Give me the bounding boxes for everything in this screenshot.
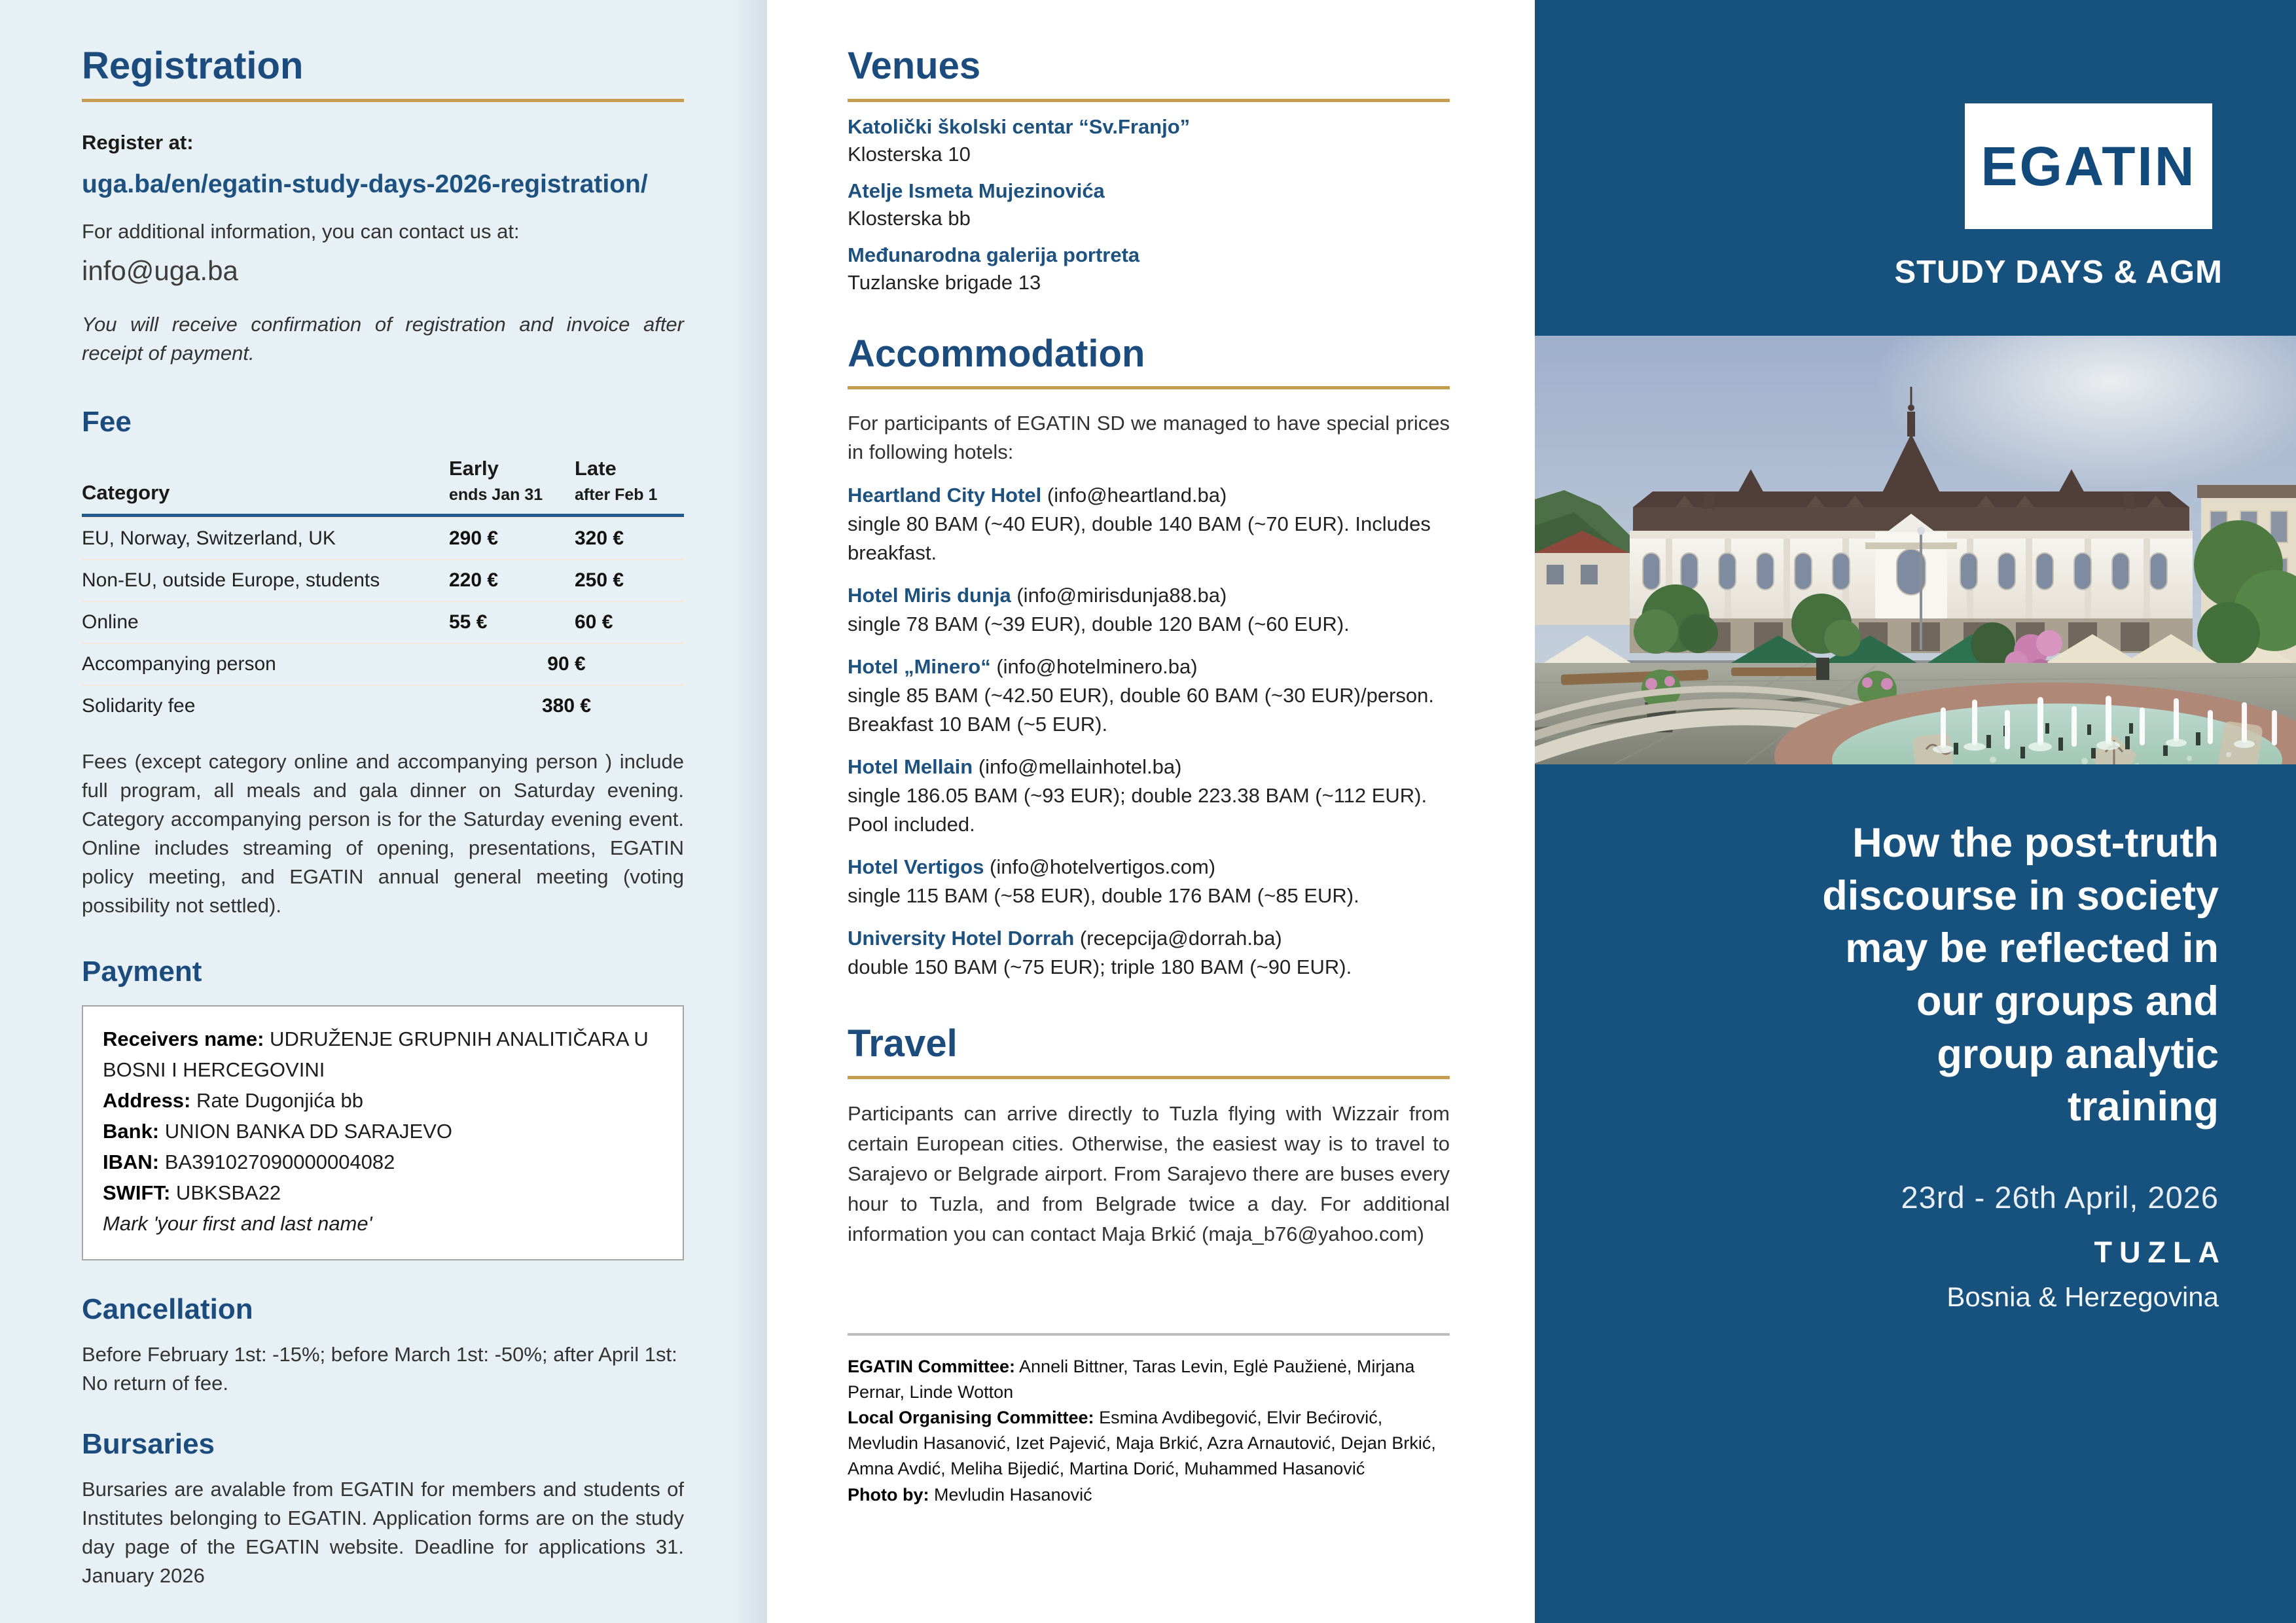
- fee-col-category: Category: [82, 480, 170, 504]
- accommodation-heading: Accommodation: [848, 332, 1145, 375]
- bursaries-text: Bursaries are avalable from EGATIN for members and students of Institutes belonging to EGATIN. Application forms are on the study day page of the EGATIN website. Deadline for applications 31. January 2026: [82, 1477, 684, 1587]
- fee-row: EU, Norway, Switzerland, UK 290 € 320 €: [82, 517, 684, 559]
- registration-url-link[interactable]: uga.ba/en/egatin-study-days-2026-registration/: [82, 169, 648, 198]
- payment-swift: SWIFT: UBKSBA22: [103, 1181, 281, 1205]
- payment-mark-note: Mark 'your first and last name': [103, 1212, 372, 1236]
- cancellation-heading: Cancellation: [82, 1293, 253, 1325]
- hotel-item: Heartland City Hotel (info@heartland.ba) single 80 BAM (~40 EUR), double 140 BAM (~70 EUR). Includes breakfast.: [848, 484, 1431, 564]
- venues-list: [848, 115, 1450, 294]
- fee-note: Fees (except category online and accompanying person ) include full program, all meals and gala dinner on Saturday evening. Category accompanying person is for the Saturday evening event. Online includes streaming of opening, presentations, EGATIN policy meeting, and EGATIN annual general meeting (voting possibility not settled).: [82, 749, 684, 917]
- cancellation-text: Before February 1st: -15%; before March 1st: -50%; after April 1st: No return of fee.: [82, 1342, 677, 1395]
- info-panel: [767, 0, 1535, 1623]
- travel-heading: Travel: [848, 1022, 958, 1065]
- gold-divider: [848, 1076, 1450, 1079]
- bursaries-heading: Bursaries: [82, 1427, 215, 1460]
- contact-email-link[interactable]: info@uga.ba: [82, 255, 238, 286]
- gold-divider: [82, 99, 684, 102]
- registration-note: You will receive confirmation of registration and invoice after receipt of payment.: [82, 312, 684, 365]
- fee-row: Solidarity fee 380 €: [82, 685, 684, 726]
- travel-text: Participants can arrive directly to Tuzla flying with Wizzair from certain European cities. Otherwise, the easiest way is to travel to Sarajevo or Belgrade airport. From Sarajevo there are buses every hour to Tuzla, and from Belgrade twice a day. For additional information you can contact Maja Brkić (maja_b76@yahoo.com): [848, 1102, 1450, 1245]
- hotel-item: Hotel Vertigos (info@hotelvertigos.com) single 115 BAM (~58 EUR), double 176 BAM (~85 EUR).: [848, 855, 1359, 908]
- event-title: How the post-truth discourse in society may be reflected in our groups and group analytic training: [1822, 820, 2219, 1130]
- event-subtitle: STUDY DAYS & AGM: [1894, 255, 2223, 290]
- gold-divider: [848, 99, 1450, 102]
- venue-item: Katolički školski centar “Sv.Franjo” Klosterska 10: [848, 115, 1191, 166]
- additional-info-line: For additional information, you can contact us at:: [82, 219, 520, 243]
- fee-row: Accompanying person 90 €: [82, 643, 684, 685]
- local-committee-line: Local Organising Committee: Esmina Avdibegović, Elvir Bećirović, Mevludin Hasanović, Izet Pajević, Maja Brkić, Azra Arnautović, Dejan Brkić, Amna Avdić, Meliha Bijedić, Martina Dorić, Muhammed Hasanović: [848, 1408, 1436, 1479]
- photo-credit-line: Photo by: Mevludin Hasanović: [848, 1484, 1092, 1505]
- payment-iban: IBAN: BA391027090000004082: [103, 1150, 395, 1174]
- cover-panel: [1535, 0, 2296, 1623]
- hotel-item: Hotel Miris dunja (info@mirisdunja88.ba) single 78 BAM (~39 EUR), double 120 BAM (~60 EUR).: [848, 584, 1350, 636]
- event-city: TUZLA: [2094, 1236, 2227, 1269]
- venue-item: Međunarodna galerija portreta Tuzlanske brigade 13: [848, 243, 1140, 294]
- registration-heading: Registration: [82, 45, 304, 87]
- hotel-item: Hotel „Minero“ (info@hotelminero.ba) single 85 BAM (~42.50 EUR), double 60 BAM (~30 EUR)/person. Breakfast 10 BAM (~5 EUR).: [848, 655, 1435, 736]
- event-dates: 23rd - 26th April, 2026: [1901, 1180, 2219, 1215]
- committee-block: [848, 1333, 1450, 1508]
- fee-row: Non-EU, outside Europe, students 220 € 250 €: [82, 559, 684, 601]
- venue-item: Atelje Ismeta Mujezinovića Klosterska bb: [848, 179, 1105, 230]
- payment-heading: Payment: [82, 955, 202, 988]
- hotel-item: University Hotel Dorrah (recepcija@dorrah.ba) double 150 BAM (~75 EUR); triple 180 BAM (~90 EUR).: [848, 927, 1352, 979]
- fee-col-late: Late after Feb 1: [575, 456, 658, 504]
- payment-bank: Bank: UNION BANKA DD SARAJEVO: [103, 1120, 453, 1143]
- egatin-logo: EGATIN: [1965, 103, 2212, 229]
- egatin-committee-line: EGATIN Committee: Anneli Bittner, Taras Levin, Eglė Paužienė, Mirjana Pernar, Linde Wotton: [848, 1356, 1415, 1402]
- register-at-label: Register at:: [82, 130, 194, 154]
- fee-heading: Fee: [82, 405, 132, 438]
- fee-table: [82, 457, 684, 726]
- tuzla-square-illustration: [1535, 336, 2296, 764]
- payment-details-box: [82, 1005, 684, 1260]
- fee-row: Online 55 € 60 €: [82, 601, 684, 643]
- payment-address: Address: Rate Dugonjića bb: [103, 1088, 364, 1112]
- venues-heading: Venues: [848, 45, 981, 87]
- registration-panel: [0, 0, 767, 1623]
- hotel-item: Hotel Mellain (info@mellainhotel.ba) single 186.05 BAM (~93 EUR); double 223.38 BAM (~112 EUR). Pool included.: [848, 755, 1427, 836]
- payment-receiver: Receivers name: UDRUŽENJE GRUPNIH ANALITIČARA U BOSNI I HERCEGOVINI: [103, 1027, 649, 1081]
- fee-table-header: [82, 457, 684, 508]
- accommodation-intro: For participants of EGATIN SD we managed to have special prices in following hotels:: [848, 412, 1450, 464]
- gold-divider: [848, 386, 1450, 389]
- fee-col-early: Early ends Jan 31: [449, 456, 543, 504]
- event-country: Bosnia & Herzegovina: [1946, 1281, 2219, 1312]
- venue-photo: [1535, 336, 2296, 764]
